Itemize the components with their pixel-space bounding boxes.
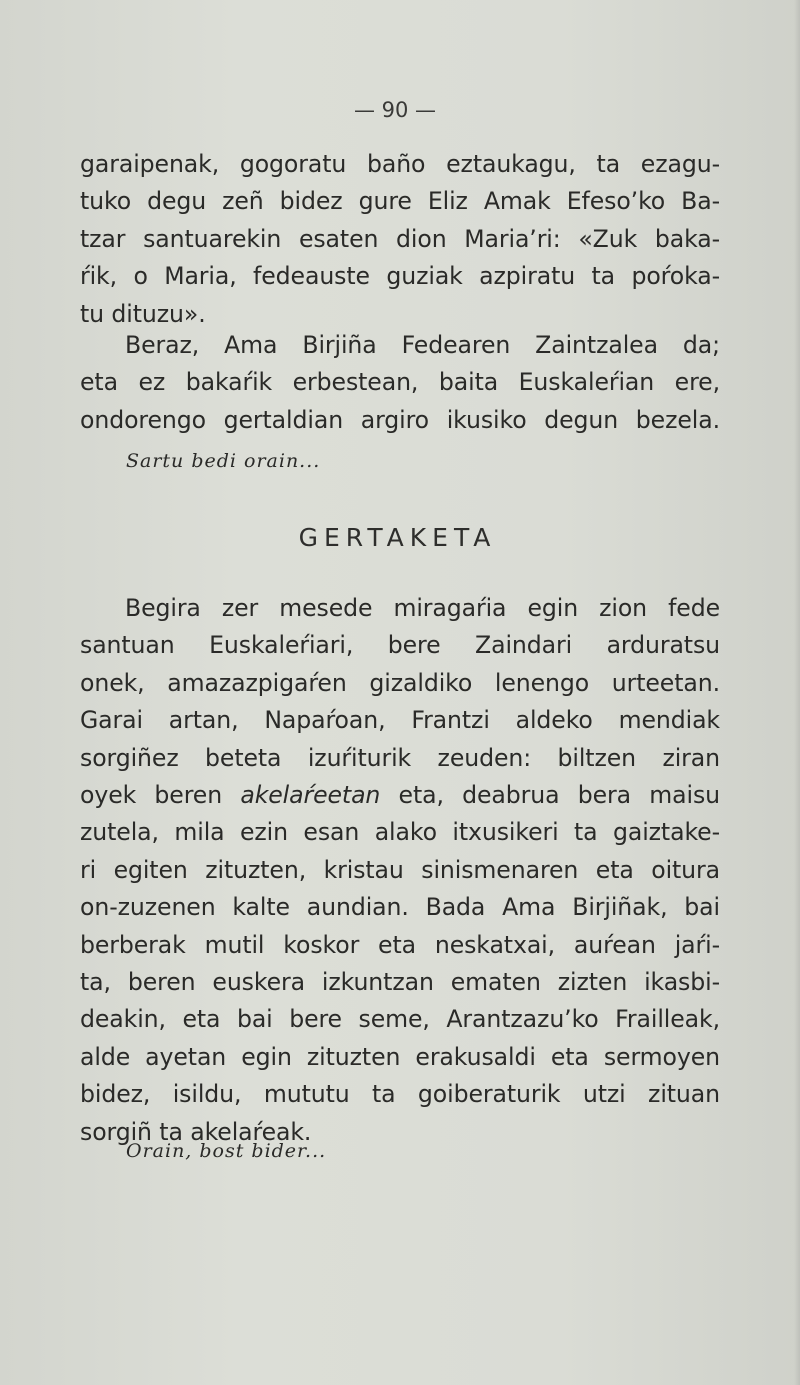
text-line: bidez, isildu, mututu ta goiberaturik utzi zituan	[80, 1080, 720, 1109]
text-line: zutela, mila ezin esan alako itxusikeri ta gaiztake-	[80, 818, 720, 847]
page-edge-shadow	[794, 0, 800, 1385]
paragraph-1	[80, 146, 720, 333]
text-line: santuan Euskaleŕiari, bere Zaindari arduratsu	[80, 631, 720, 660]
text-line: Garai artan, Napaŕoan, Frantzi aldeko mendiak	[80, 706, 720, 735]
text-line: tuko degu zeñ bidez gure Eliz Amak Efeso’ko Ba-	[80, 187, 720, 216]
paragraph-3	[80, 590, 720, 1151]
stage-cue-2: Orain, bost bider...	[126, 1140, 327, 1162]
text-line: Begira zer mesede miragaŕia egin zion fede	[125, 594, 720, 622]
line-segment: oyek beren	[80, 781, 241, 810]
section-heading: GERTAKETA	[298, 523, 497, 552]
text-line: ta, beren euskera izkuntzan ematen zizten ikasbi-	[80, 968, 720, 997]
line-segment: eta, deabrua bera maisu	[380, 781, 720, 810]
text-line: ŕik, o Maria, fedeauste guziak azpiratu ta poŕoka-	[80, 262, 720, 291]
text-line: on-zuzenen kalte aundian. Bada Ama Birjiñak, bai	[80, 893, 720, 922]
text-line: onek, amazazpigaŕen gizaldiko lenengo urteetan.	[80, 668, 720, 697]
stage-cue-1: Sartu bedi orain...	[126, 450, 321, 472]
text-line: garaipenak, gogoratu baño eztaukagu, ta ezagu-	[80, 150, 720, 178]
text-line: tzar santuarekin esaten dion Maria’ri: «Zuk baka-	[80, 224, 720, 253]
text-line	[80, 777, 720, 814]
emphasized-word: akelaŕeetan	[240, 781, 381, 810]
text-line: Beraz, Ama Birjiña Fedearen Zaintzalea da;	[125, 331, 720, 359]
text-line: eta ez bakaŕik erbestean, baita Euskaleŕian ere,	[80, 368, 720, 397]
page-number: — 90 —	[353, 98, 437, 122]
text-line: berberak mutil koskor eta neskatxai, auŕean jaŕi-	[80, 930, 720, 959]
text-line: deakin, eta bai bere seme, Arantzazu’ko Frailleak,	[80, 1005, 720, 1034]
text-line: ri egiten zituzten, kristau sinismenaren eta oitura	[80, 855, 720, 884]
paragraph-2	[80, 327, 720, 439]
text-line: ondorengo gertaldian argiro ikusiko degun bezela.	[80, 405, 720, 434]
text-line: sorgiñ ta akelaŕeak.	[80, 1117, 312, 1146]
text-line: alde ayetan egin zituzten erakusaldi eta sermoyen	[80, 1042, 720, 1071]
text-line: sorgiñez beteta izuŕiturik zeuden: biltzen ziran	[80, 743, 720, 772]
text-line: tu dituzu».	[80, 299, 206, 328]
